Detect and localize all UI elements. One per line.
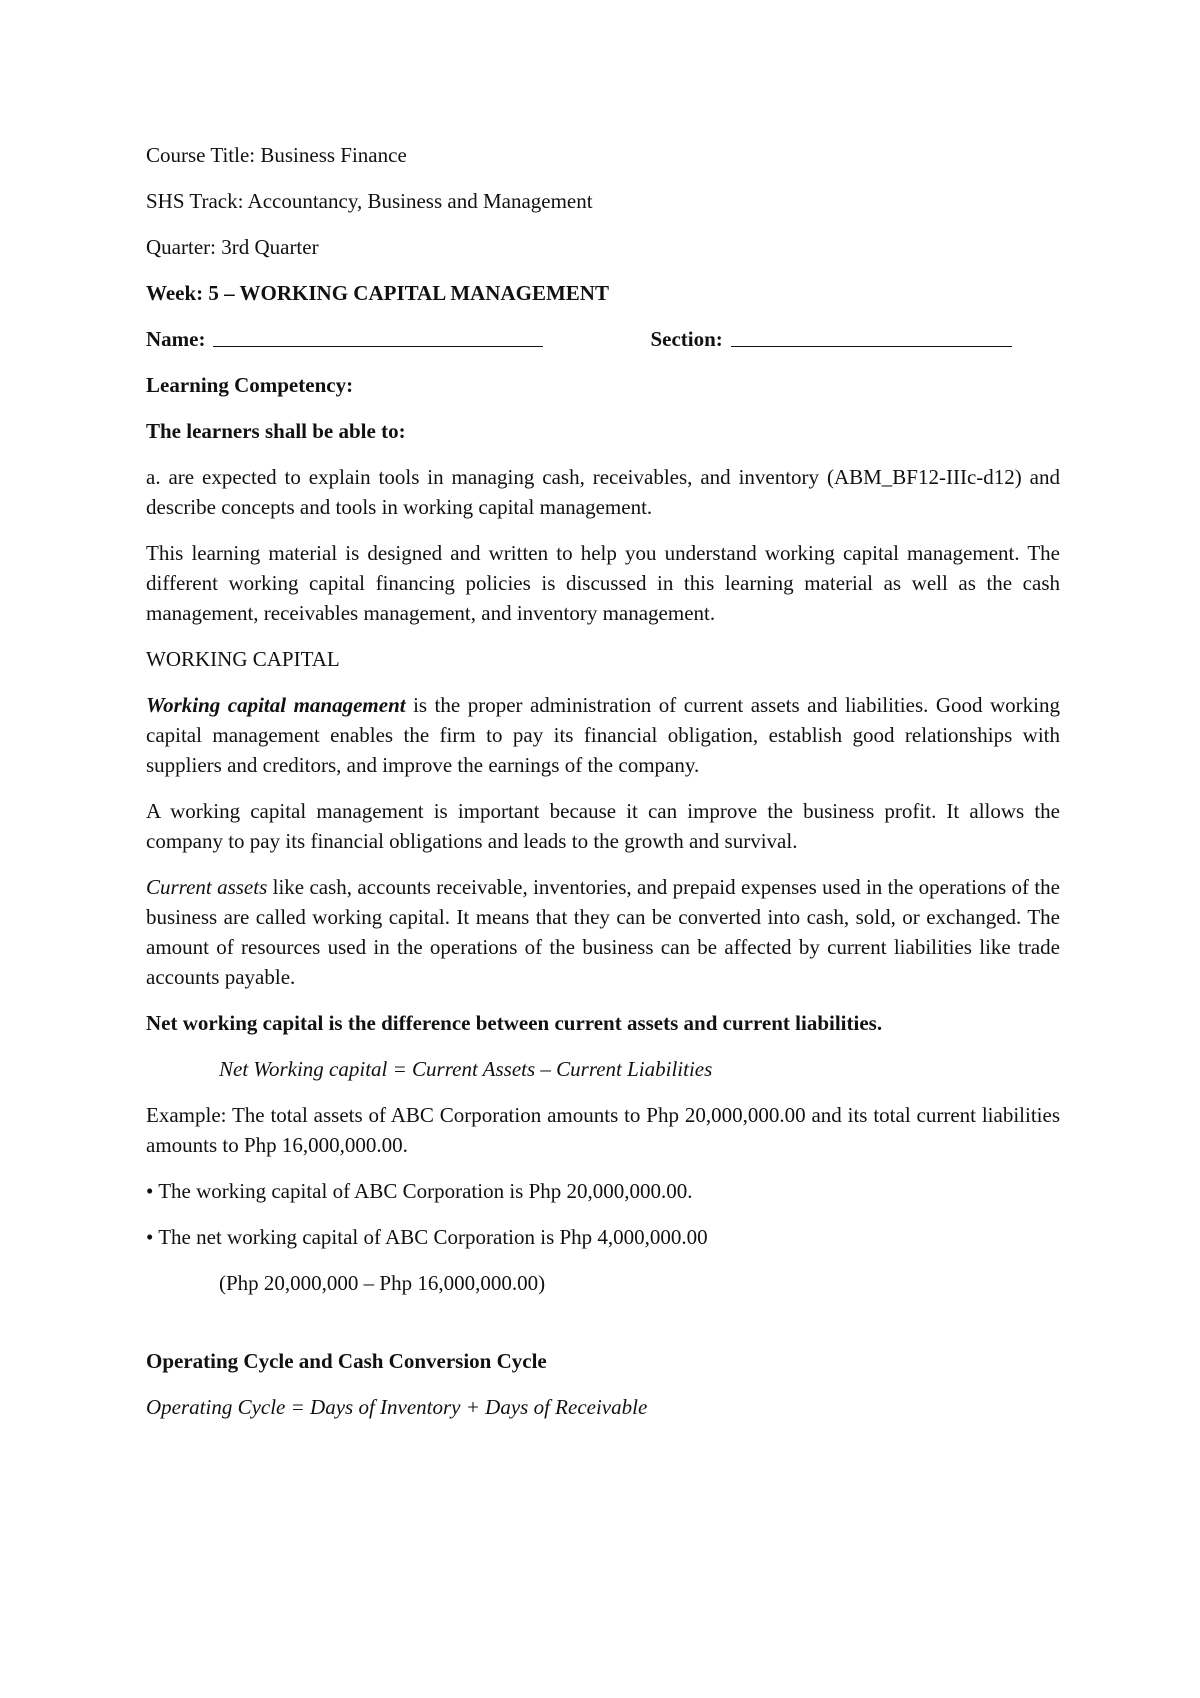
shs-track: SHS Track: Accountancy, Business and Management — [146, 189, 593, 213]
net-wc-definition: Net working capital is the difference between current assets and current liabilities. — [146, 1011, 883, 1035]
week-title: Week: 5 – WORKING CAPITAL MANAGEMENT — [146, 281, 609, 305]
name-blank-line — [213, 324, 543, 347]
wc-paragraph-1-text: is the proper administration of current assets and liabilities. Good working capital management enables the firm to pay its financial obligation, establish good relationships with suppliers and creditors, and improve the earnings of the company. — [146, 693, 1060, 777]
bullet-working-capital: • The working capital of ABC Corporation is Php 20,000,000.00. — [146, 1179, 693, 1203]
competency-subheading: The learners shall be able to: — [146, 419, 406, 443]
bullet-net-working-capital: • The net working capital of ABC Corporation is Php 4,000,000.00 — [146, 1225, 708, 1249]
name-section-row — [146, 324, 1060, 354]
competency-heading: Learning Competency: — [146, 373, 354, 397]
working-capital-heading: WORKING CAPITAL — [146, 647, 340, 671]
spacer — [146, 1298, 1060, 1346]
wc-term: Working capital management — [146, 693, 406, 717]
course-title: Course Title: Business Finance — [146, 143, 407, 167]
quarter: Quarter: 3rd Quarter — [146, 235, 319, 259]
name-label: Name: — [146, 327, 206, 351]
wc-paragraph-1 — [146, 690, 1060, 780]
document-page — [146, 140, 1060, 1422]
operating-cycle-heading: Operating Cycle and Cash Conversion Cycle — [146, 1349, 547, 1373]
competency-item-a: a. are expected to explain tools in managing cash, receivables, and inventory (ABM_BF12-IIIc-d12) and describe concepts and tools in working capital management. — [146, 465, 1060, 519]
current-assets-term: Current assets — [146, 875, 268, 899]
wc-paragraph-2: A working capital management is important because it can improve the business profit. It allows the company to pay its financial obligations and leads to the growth and survival. — [146, 799, 1060, 853]
example-paragraph: Example: The total assets of ABC Corporation amounts to Php 20,000,000.00 and its total current liabilities amounts to Php 16,000,000.00. — [146, 1103, 1060, 1157]
section-blank-line — [731, 324, 1012, 347]
intro-paragraph: This learning material is designed and written to help you understand working capital management. The different working capital financing policies is discussed in this learning material as well as the cash management, receivables management, and inventory management. — [146, 541, 1060, 625]
wc-paragraph-3-text: like cash, accounts receivable, inventories, and prepaid expenses used in the operations of the business are called working capital. It means that they can be converted into cash, sold, or exchanged. The amount of resources used in the operations of the business can be affected by current liabilities like trade accounts payable. — [146, 875, 1060, 989]
net-wc-formula: Net Working capital = Current Assets – Current Liabilities — [219, 1057, 713, 1081]
computation-line: (Php 20,000,000 – Php 16,000,000.00) — [219, 1271, 546, 1295]
section-label: Section: — [650, 327, 723, 351]
wc-paragraph-3 — [146, 872, 1060, 992]
operating-cycle-formula: Operating Cycle = Days of Inventory + Days of Receivable — [146, 1395, 648, 1419]
